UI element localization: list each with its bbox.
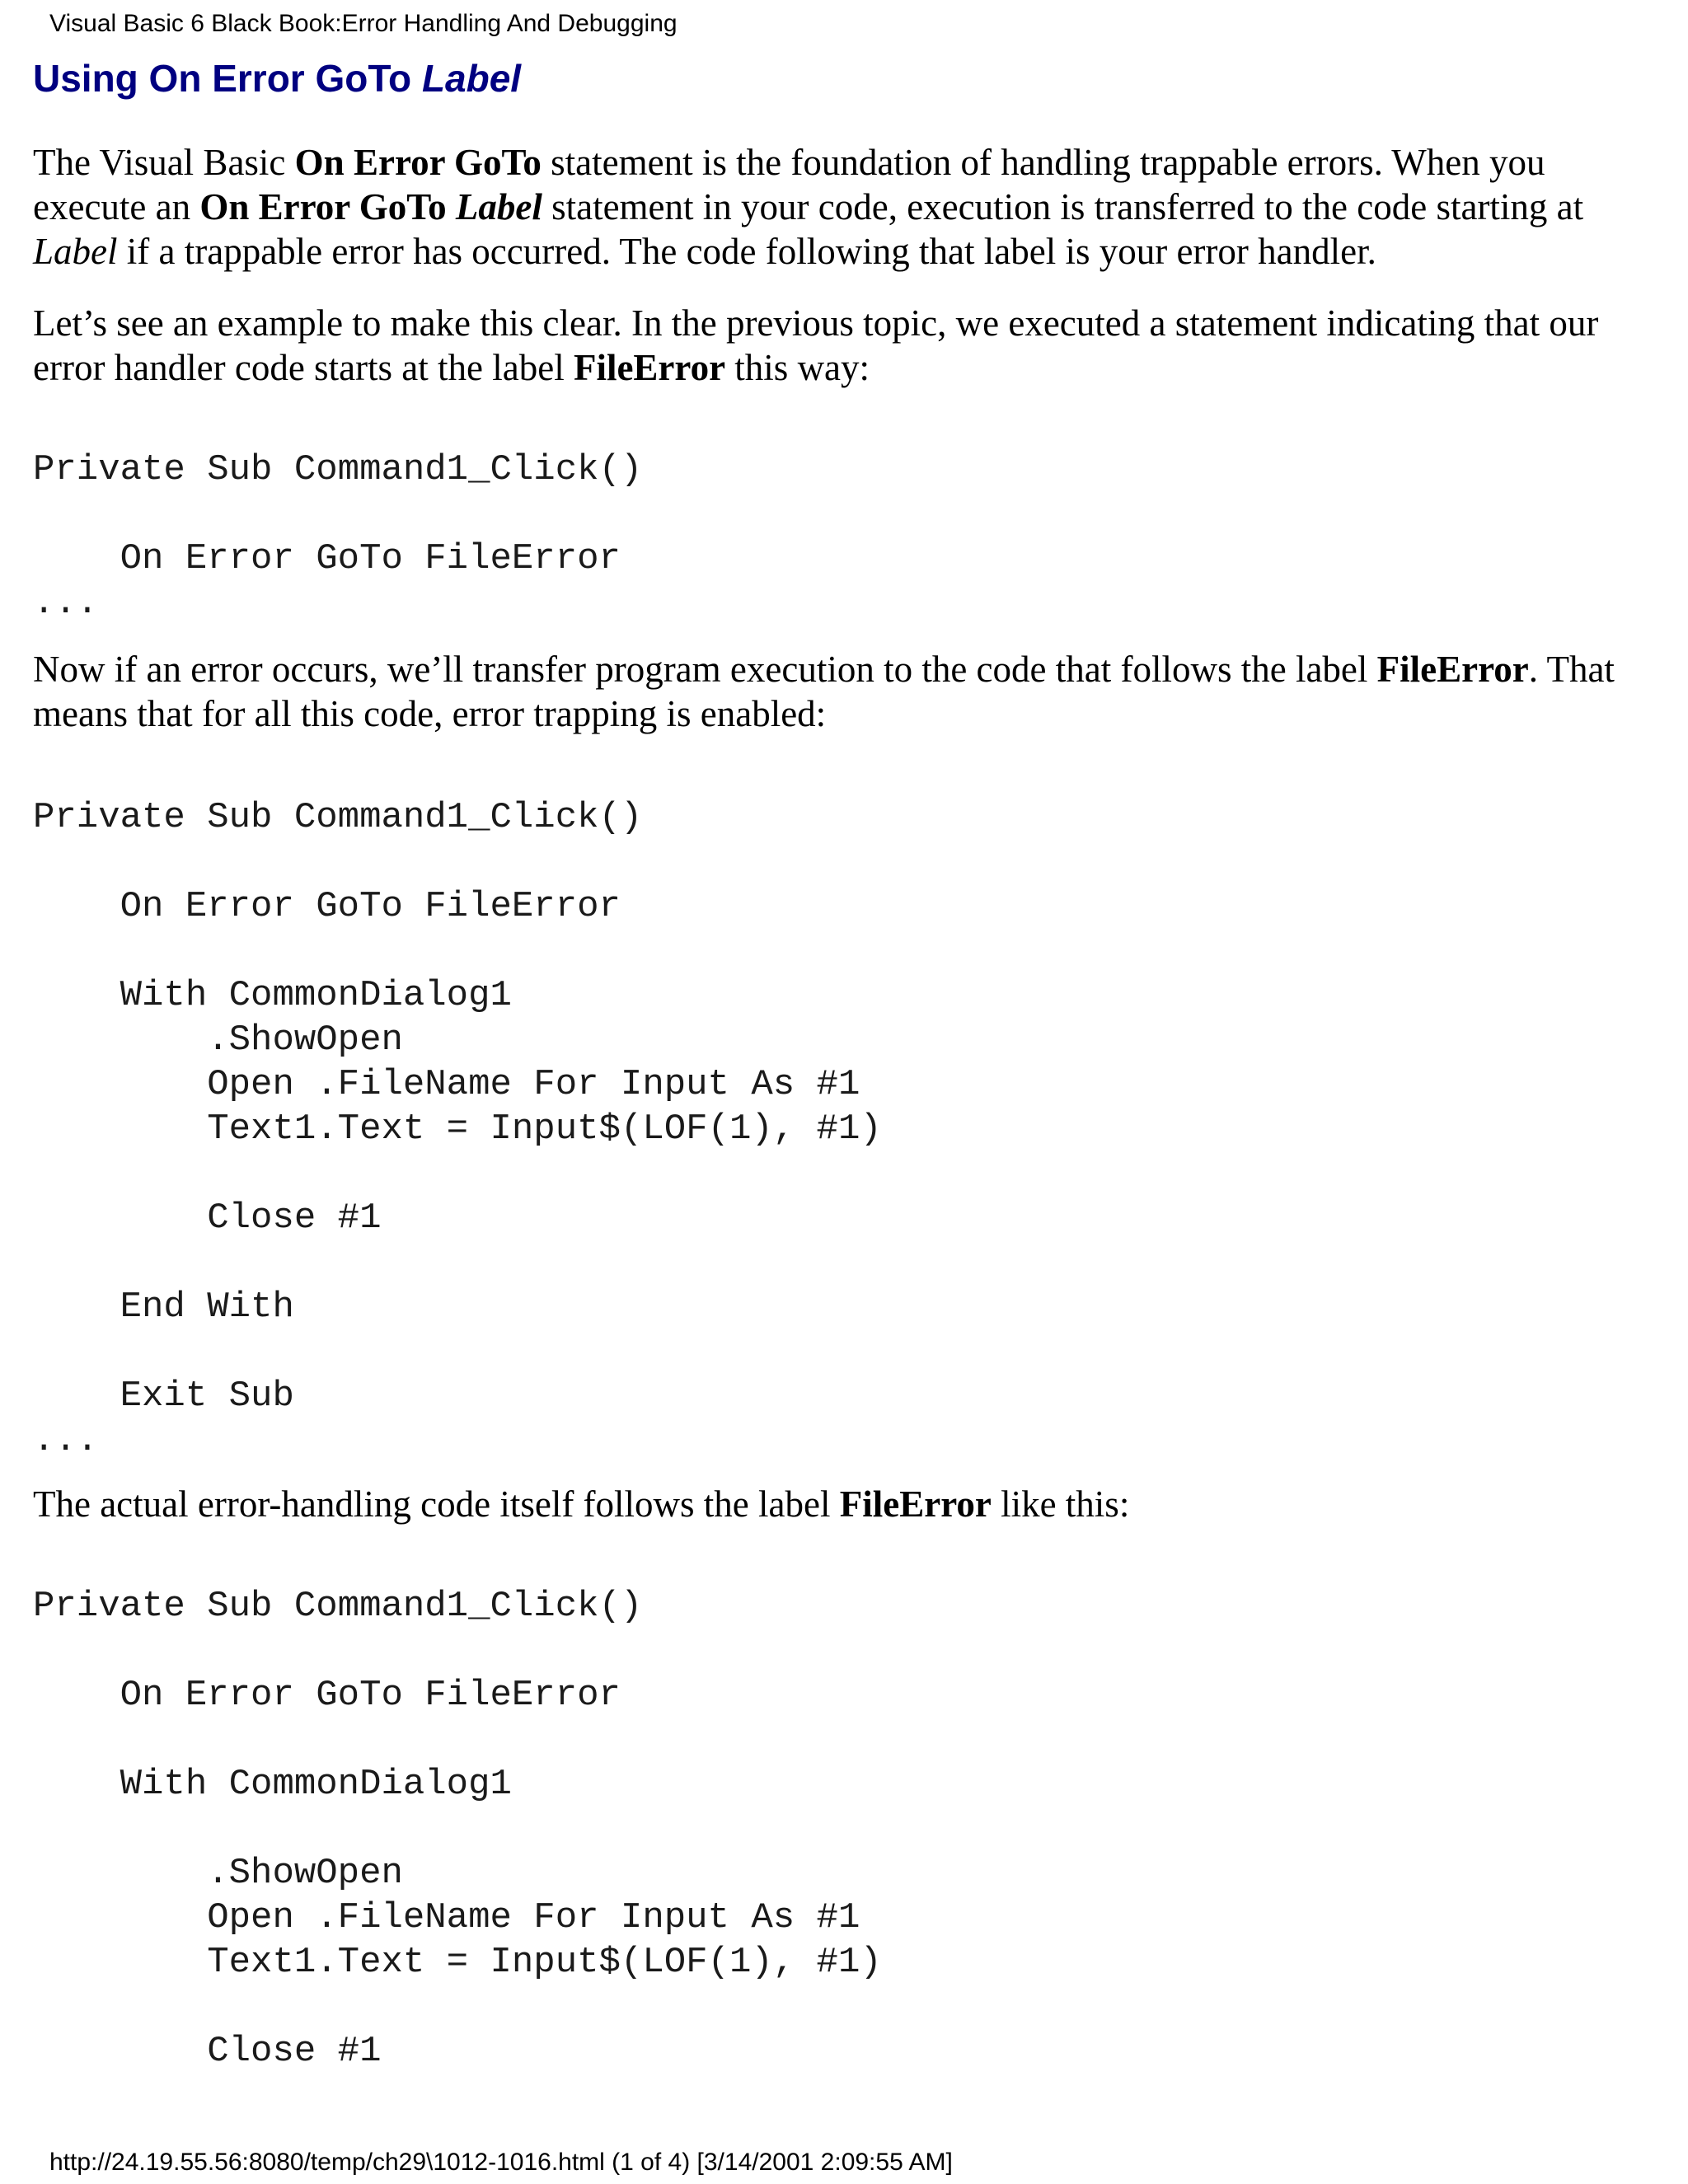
title-emphasis: Label xyxy=(421,57,522,100)
text-run: like this: xyxy=(991,1483,1130,1525)
keyword-bold: On Error GoTo xyxy=(294,142,542,183)
intro-paragraph xyxy=(33,140,1665,274)
keyword-bold: FileError xyxy=(1376,649,1529,690)
text-run: . That means that for all this code, error trapping is enabled: xyxy=(33,649,1615,734)
transfer-paragraph xyxy=(33,647,1665,736)
keyword-bold: FileError xyxy=(573,347,726,388)
keyword-italic: Label xyxy=(455,186,542,227)
code-block-1: Private Sub Command1_Click() On Error GoTo FileError ... xyxy=(33,449,643,624)
code-block-3: Private Sub Command1_Click() On Error GoTo FileError With CommonDialog1 .ShowOpen Open .FileName For Input As #1 Text1.Text = Input$(LOF(1), #1) Close #1 xyxy=(33,1586,882,2072)
keyword-bold xyxy=(199,186,542,227)
text-run: The actual error-handling code itself follows the label xyxy=(33,1483,840,1525)
text-run: Now if an error occurs, we’ll transfer program execution to the code that follows the label xyxy=(33,649,1377,690)
keyword-italic: Label xyxy=(33,231,118,272)
page-footer-url: http://24.19.55.56:8080/temp/ch29\1012-1016.html (1 of 4) [3/14/2001 2:09:55 AM] xyxy=(49,2149,953,2176)
text-run: if a trappable error has occurred. The code following that label is your error handler. xyxy=(117,231,1376,272)
text-run: On Error GoTo xyxy=(199,186,456,227)
page-title xyxy=(33,56,521,101)
keyword-bold: FileError xyxy=(839,1483,992,1525)
code-block-2: Private Sub Command1_Click() On Error GoTo FileError With CommonDialog1 .ShowOpen Open .FileName For Input As #1 Text1.Text = Input$(LOF(1), #1) Close #1 End With Exit Sub ... xyxy=(33,797,882,1461)
page-header: Visual Basic 6 Black Book:Error Handling And Debugging xyxy=(49,10,678,37)
text-run: this way: xyxy=(725,347,870,388)
text-run: statement is the foundation of handling trappable errors. When you execute an xyxy=(33,142,1545,227)
title-main: Using On Error GoTo xyxy=(33,57,422,100)
handler-paragraph xyxy=(33,1482,1665,1526)
text-run: statement in your code, execution is transferred to the code starting at xyxy=(542,186,1584,227)
text-run: Let’s see an example to make this clear. In the previous topic, we executed a statement indicating that our error handler code starts at the label xyxy=(33,302,1599,388)
example-paragraph xyxy=(33,301,1665,390)
text-run: The Visual Basic xyxy=(33,142,295,183)
